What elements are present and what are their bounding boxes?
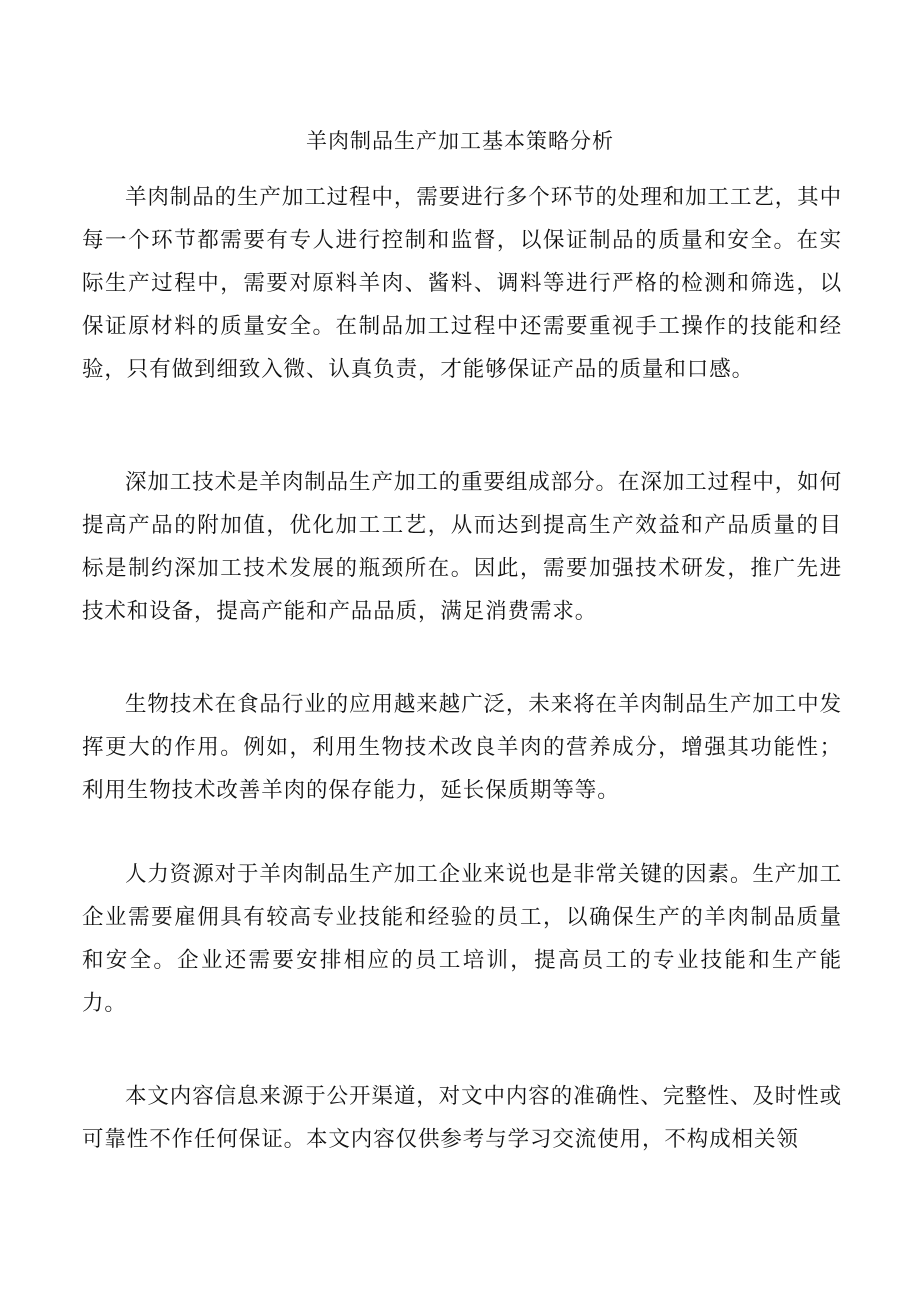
paragraph-2: 深加工技术是羊肉制品生产加工的重要组成部分。在深加工过程中，如何提高产品的附加值，优化加工工艺，从而达到提高生产效益和产品质量的目标是制约深加工技术发展的瓶颈所在。因此，需要加强技术研发，推广先进技术和设备，提高产能和产品品质，满足消费需求。 [82,470,842,624]
page-title: 羊肉制品生产加工基本策略分析 [306,129,614,153]
paragraph-5: 本文内容信息来源于公开渠道，对文中内容的准确性、完整性、及时性或可靠性不作任何保证。本文内容仅供参考与学习交流使用，不构成相关领 [82,1084,842,1152]
paragraph-4: 人力资源对于羊肉制品生产加工企业来说也是非常关键的因素。生产加工企业需要雇佣具有较高专业技能和经验的员工，以确保生产的羊肉制品质量和安全。企业还需要安排相应的员工培训，提高员工的专业技能和生产能力。 [82,862,842,1016]
paragraph-3: 生物技术在食品行业的应用越来越广泛，未来将在羊肉制品生产加工中发挥更大的作用。例如，利用生物技术改良羊肉的营养成分，增强其功能性；利用生物技术改善羊肉的保存能力，延长保质期等等。 [82,692,842,803]
paragraph-1: 羊肉制品的生产加工过程中，需要进行多个环节的处理和加工工艺，其中每一个环节都需要有专人进行控制和监督，以保证制品的质量和安全。在实际生产过程中，需要对原料羊肉、酱料、调料等进行严格的检测和筛选，以保证原材料的质量安全。在制品加工过程中还需要重视手工操作的技能和经验，只有做到细致入微、认真负责，才能够保证产品的质量和口感。 [82,185,842,382]
